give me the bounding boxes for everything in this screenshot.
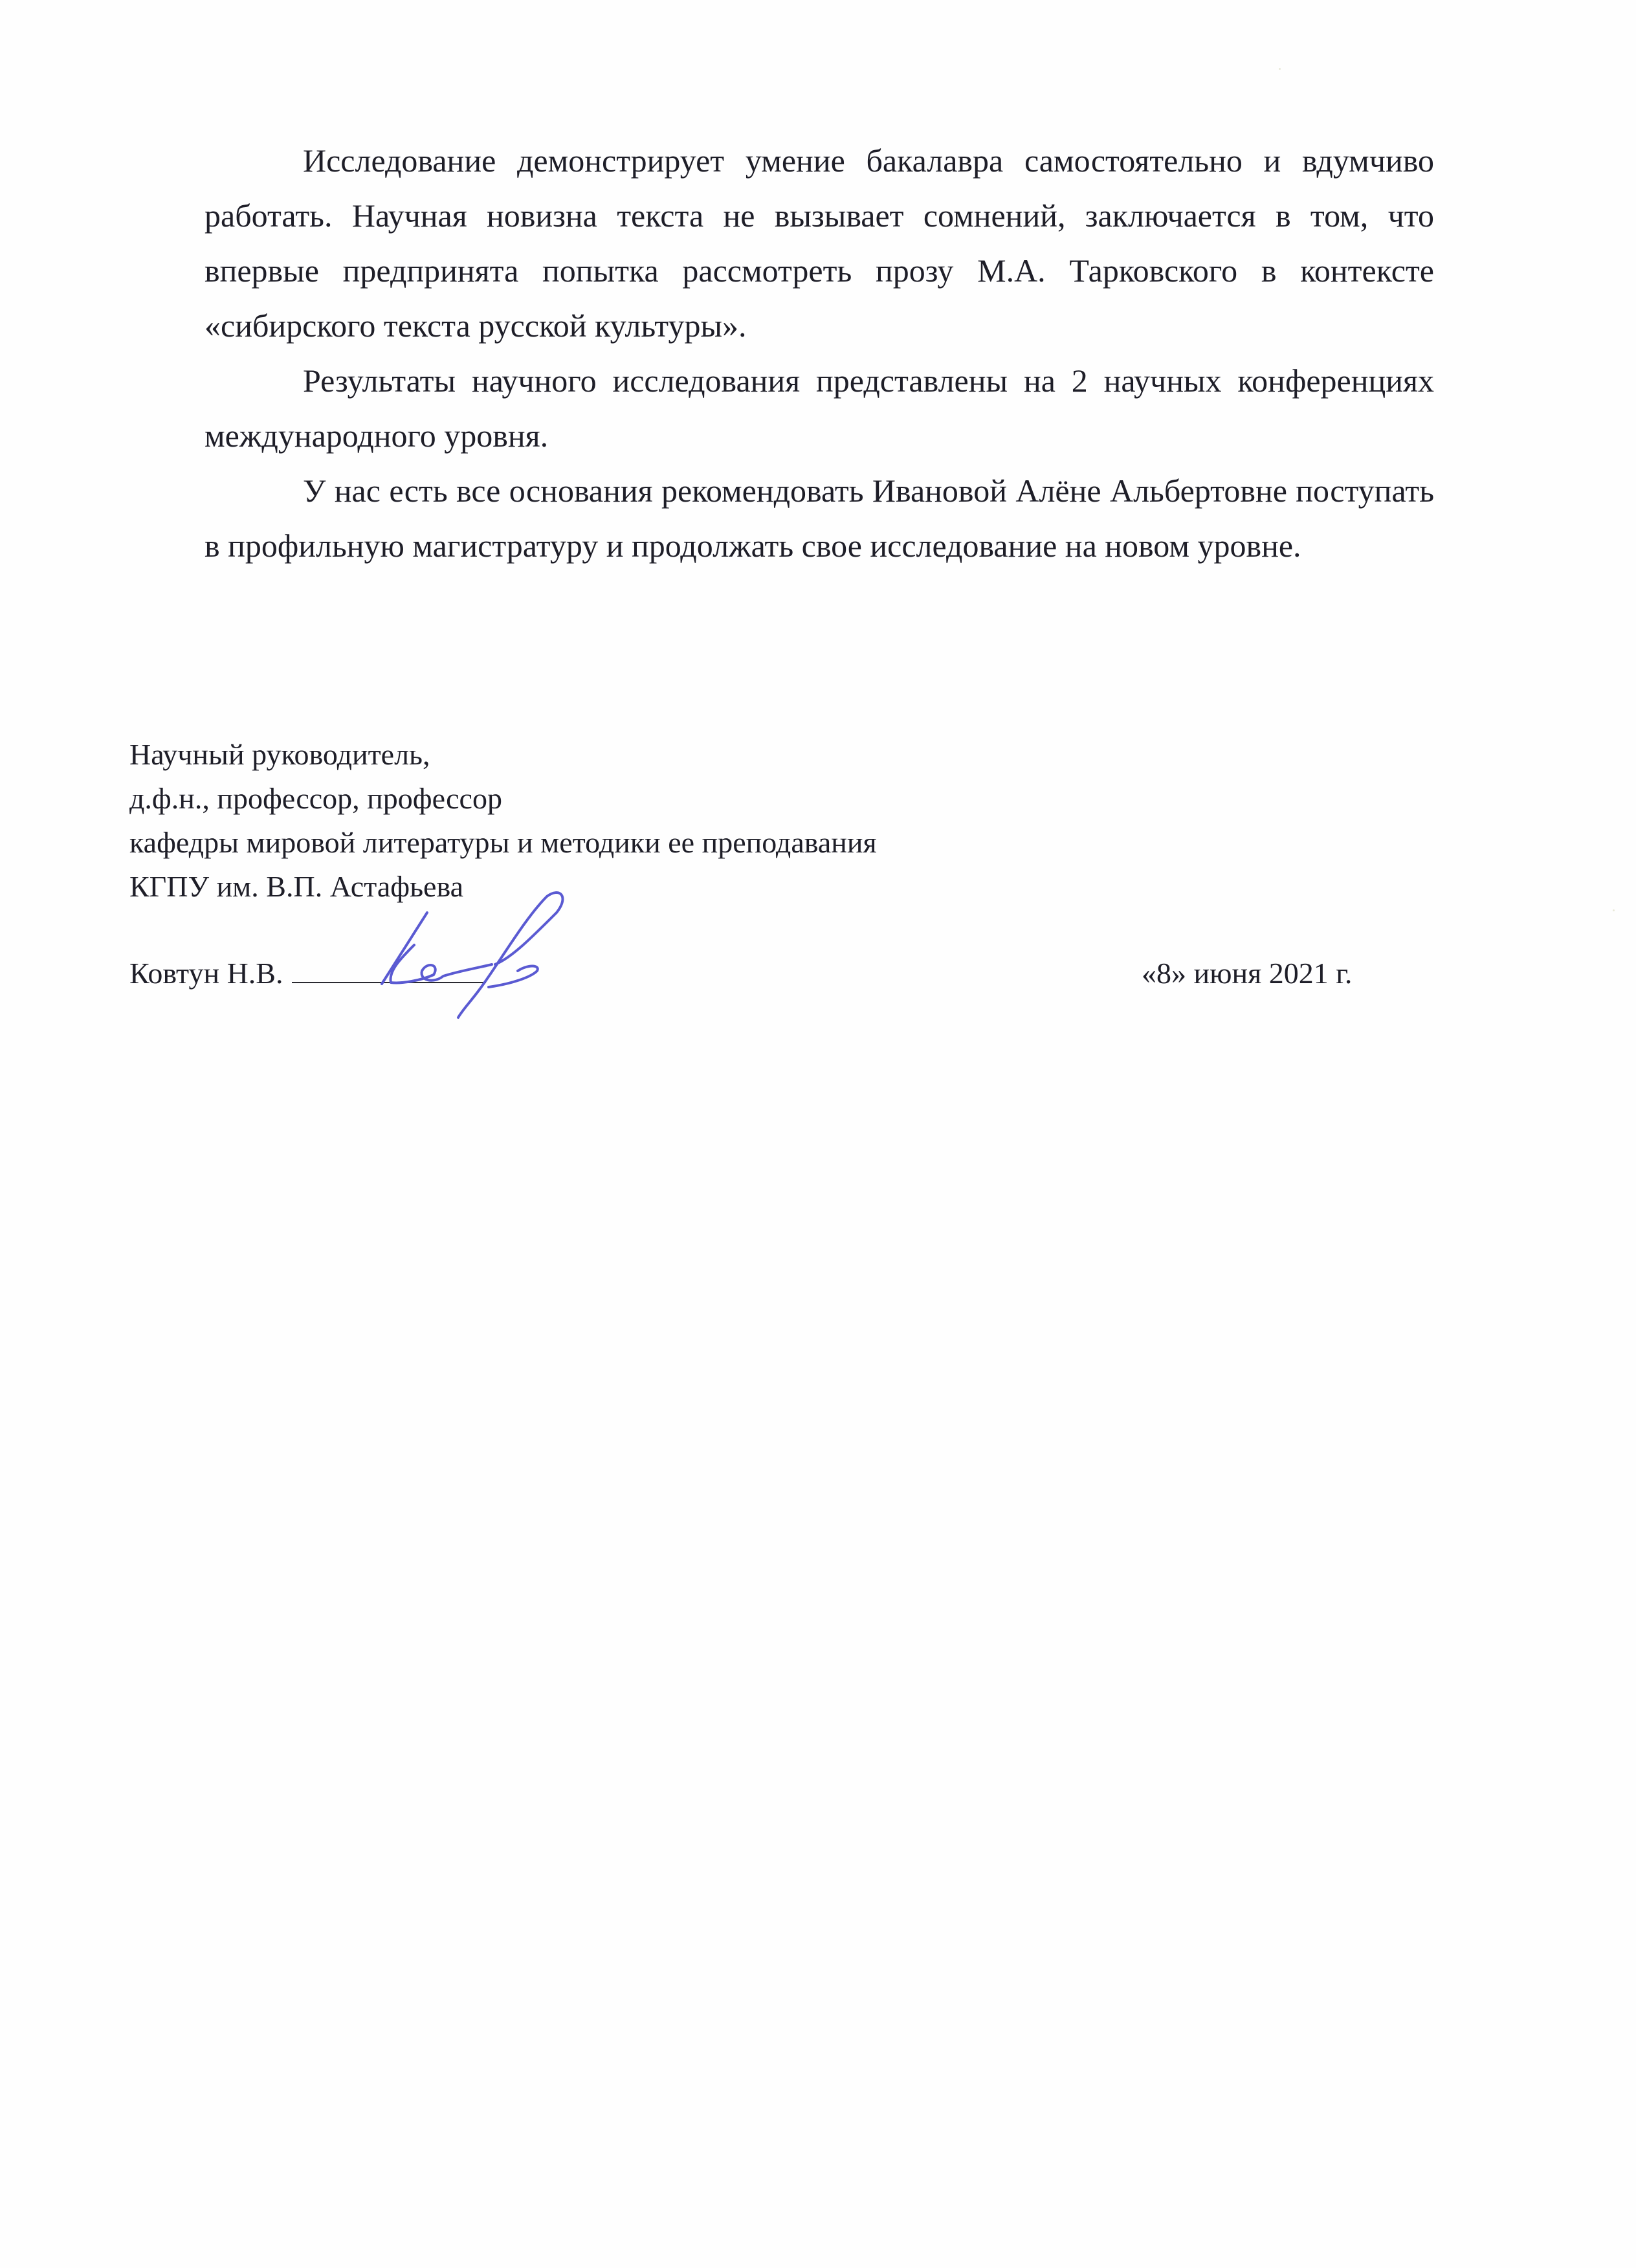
signatory-institution: КГПУ им. В.П. Астафьева xyxy=(129,870,463,903)
signature-stroke-4 xyxy=(458,893,562,1017)
scan-speck xyxy=(1613,909,1615,911)
letter-body xyxy=(204,133,1434,573)
signatory-department: кафедры мировой литературы и методики ее преподавания xyxy=(129,826,877,859)
paragraph-conferences: Результаты научного исследования представлены на 2 научных конференциях международного уровня. xyxy=(204,362,1434,454)
scan-speck xyxy=(1279,68,1281,70)
paragraph-recommendation: У нас есть все основания рекомендовать Ивановой Алёне Альбертовне поступать в профильную магистратуру и продолжать свое исследование на новом уровне. xyxy=(204,472,1434,564)
signature-strokes xyxy=(382,893,562,1017)
signature-stroke-1 xyxy=(382,913,427,984)
signatory-degree: д.ф.н., профессор, профессор xyxy=(129,782,502,815)
document-date: «8» июня 2021 г. xyxy=(1142,957,1353,990)
handwritten-signature xyxy=(362,874,576,1029)
signatory-name: Ковтун Н.В. xyxy=(129,957,283,990)
signature-stroke-3 xyxy=(422,964,492,981)
signatory-role: Научный руководитель, xyxy=(129,738,430,771)
signature-stroke-5 xyxy=(489,966,538,988)
paragraph-novelty: Исследование демонстрирует умение бакалавра самостоятельно и вдумчиво работать. Научная новизна текста не вызывает сомнений, заключается в том, что впервые предпринята попытка рассмотреть прозу М.А. Тарковского в контексте «сибирского текста русской культуры». xyxy=(204,142,1434,344)
signature-stroke-2 xyxy=(390,945,434,983)
